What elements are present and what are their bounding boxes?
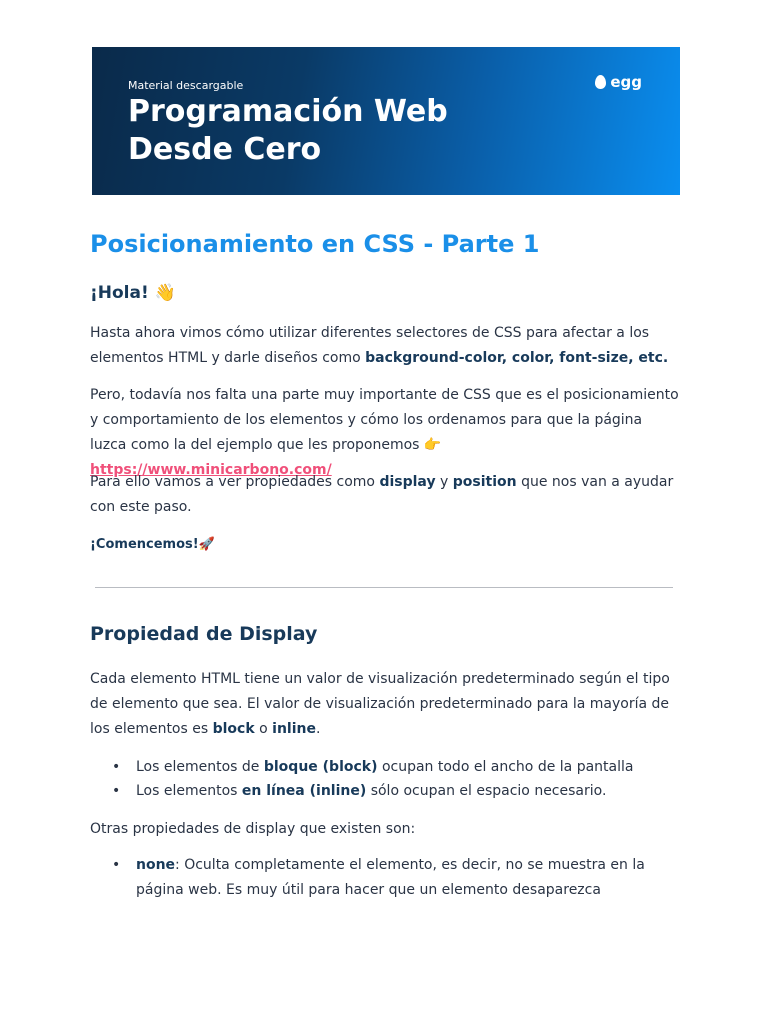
intro-paragraph-2	[90, 383, 680, 483]
bullet-2-bold: en línea (inline)	[241, 783, 367, 799]
section-p1-or: o	[254, 721, 273, 737]
none-item-text: : Oculta completamente el elemento, es decir, no se muestra en la página web. Es muy útil para hacer que un elemento desaparezca	[136, 857, 645, 898]
bullet-2-a: Los elementos	[136, 783, 242, 799]
header-banner	[92, 47, 680, 195]
list-item	[112, 755, 672, 780]
banner-title	[128, 93, 448, 169]
section-p1-a: Cada elemento HTML tiene un valor de visualización predeterminado según el tipo de elemento que sea. El valor de visualización predeterminado para la mayoría de los elementos es	[90, 671, 670, 737]
intro-paragraph-1	[90, 321, 680, 371]
section-paragraph-2: Otras propiedades de display que existen son:	[90, 821, 416, 837]
section-p1-end: .	[315, 721, 321, 737]
page-title: Posicionamiento en CSS - Parte 1	[90, 230, 540, 258]
bullet-1-bold: bloque (block)	[263, 759, 378, 775]
banner-title-line2: Desde Cero	[128, 132, 322, 167]
egg-icon	[595, 75, 606, 89]
section-p1-block: block	[212, 721, 255, 737]
section-divider	[95, 587, 673, 588]
banner-kicker: Material descargable	[128, 79, 244, 92]
intro-p1-text: Hasta ahora vimos cómo utilizar diferentes selectores de CSS para afectar a los elementos HTML y darle diseños como	[90, 325, 650, 366]
intro-p1-bold: background-color, color, font-size, etc.	[365, 350, 669, 366]
egg-logo	[595, 73, 642, 91]
section-title: Propiedad de Display	[90, 623, 318, 645]
bullet-2-c: sólo ocupan el espacio necesario.	[366, 783, 607, 799]
intro-p3-position: position	[452, 474, 517, 490]
list-item	[112, 779, 672, 804]
intro-p2-text: Pero, todavía nos falta una parte muy importante de CSS que es el posicionamiento y comportamiento de los elementos y cómo los ordenamos para que la página luzca como la del ejemplo que les proponemos 👉	[90, 387, 679, 453]
section-p1-inline: inline	[272, 721, 316, 737]
logo-text: egg	[610, 73, 642, 91]
bullet-1-a: Los elementos de	[136, 759, 264, 775]
greeting-heading: ¡Hola! 👋	[90, 283, 176, 303]
intro-p3-end: que nos van a ayudar con este paso.	[90, 474, 674, 515]
intro-p3-display: display	[379, 474, 436, 490]
example-link[interactable]: https://www.minicarbono.com/	[90, 462, 332, 478]
list-item	[112, 853, 672, 903]
intro-p3-and: y	[435, 474, 453, 490]
lets-start-text: ¡Comencemos!🚀	[90, 537, 215, 552]
intro-paragraph-3	[90, 470, 680, 520]
intro-p3-a: Para ello vamos a ver propiedades como	[90, 474, 380, 490]
banner-title-line1: Programación Web	[128, 94, 448, 129]
bullet-1-c: ocupan todo el ancho de la pantalla	[377, 759, 634, 775]
section-paragraph-1	[90, 667, 680, 742]
none-item-bold: none	[136, 857, 176, 873]
